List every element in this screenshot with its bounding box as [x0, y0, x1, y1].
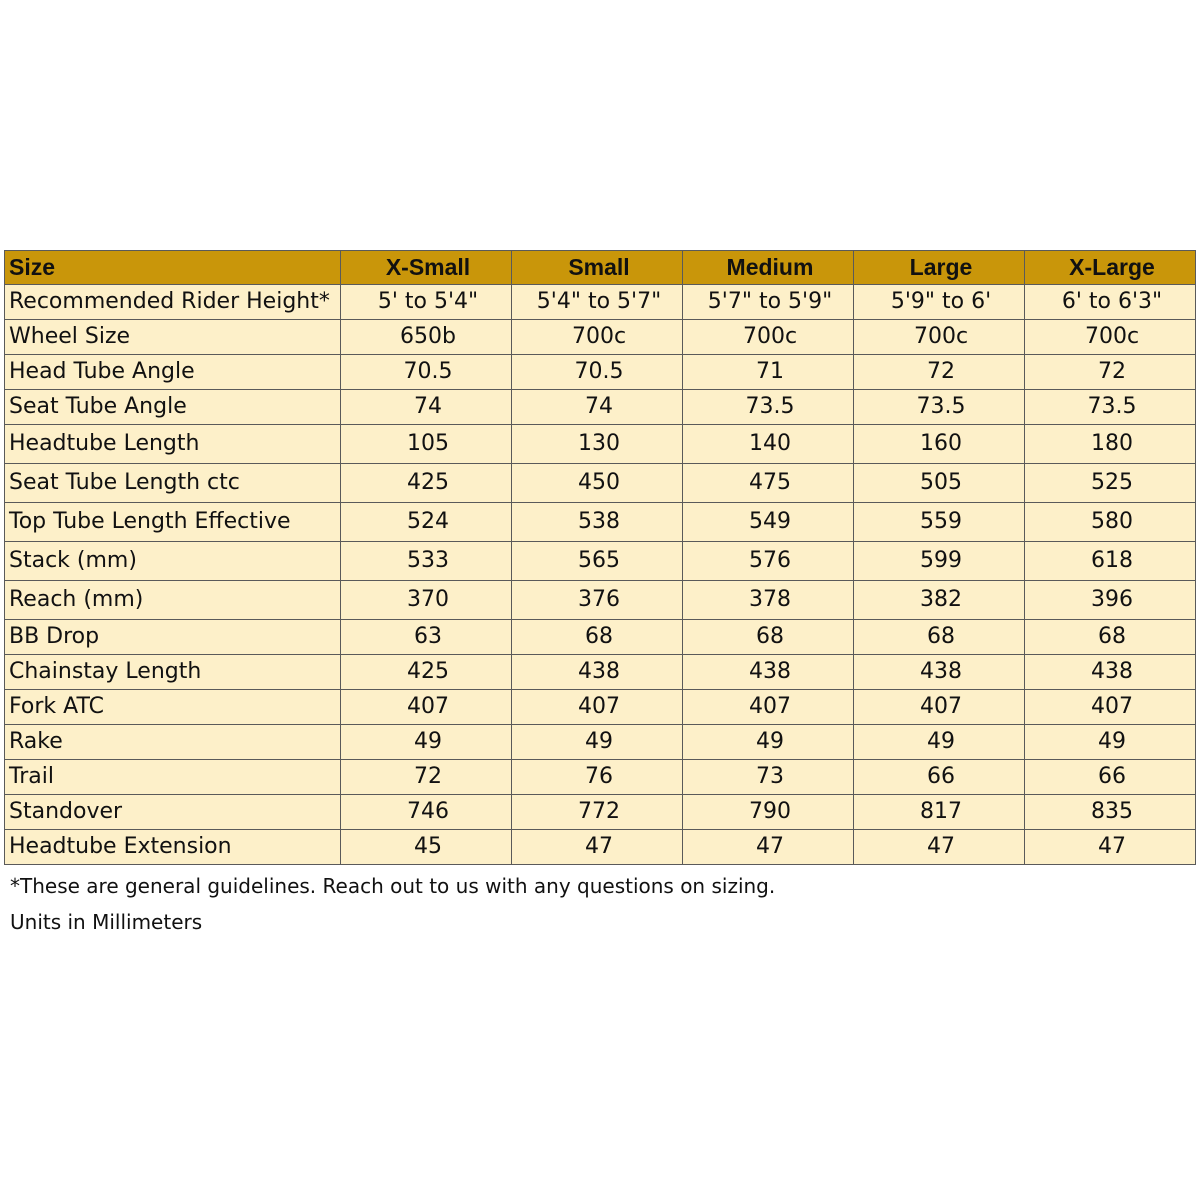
table-cell: 450: [512, 464, 683, 503]
table-cell: 700c: [683, 320, 854, 355]
table-cell: 559: [854, 503, 1025, 542]
row-label: Reach (mm): [5, 581, 341, 620]
table-cell: 700c: [1025, 320, 1196, 355]
table-row: [5, 320, 1196, 355]
row-label: BB Drop: [5, 620, 341, 655]
table-cell: 378: [683, 581, 854, 620]
table-cell: 63: [341, 620, 512, 655]
row-label: Stack (mm): [5, 542, 341, 581]
table-cell: 72: [341, 760, 512, 795]
table-cell: 5'7" to 5'9": [683, 285, 854, 320]
table-cell: 425: [341, 464, 512, 503]
table-cell: 407: [854, 690, 1025, 725]
table-cell: 396: [1025, 581, 1196, 620]
table-cell: 72: [854, 355, 1025, 390]
table-cell: 5'4" to 5'7": [512, 285, 683, 320]
table-cell: 407: [512, 690, 683, 725]
table-cell: 524: [341, 503, 512, 542]
table-row: [5, 690, 1196, 725]
table-cell: 790: [683, 795, 854, 830]
table-cell: 576: [683, 542, 854, 581]
table-cell: 66: [1025, 760, 1196, 795]
table-cell: 746: [341, 795, 512, 830]
table-cell: 73.5: [1025, 390, 1196, 425]
table-cell: 74: [512, 390, 683, 425]
table-cell: 70.5: [341, 355, 512, 390]
row-label: Recommended Rider Height*: [5, 285, 341, 320]
table-cell: 370: [341, 581, 512, 620]
table-cell: 505: [854, 464, 1025, 503]
table-cell: 382: [854, 581, 1025, 620]
table-row: [5, 581, 1196, 620]
table-cell: 47: [512, 830, 683, 865]
row-label: Seat Tube Length ctc: [5, 464, 341, 503]
geometry-chart: [4, 250, 1196, 941]
row-label: Fork ATC: [5, 690, 341, 725]
table-row: [5, 503, 1196, 542]
table-cell: 835: [1025, 795, 1196, 830]
geometry-table: [4, 250, 1196, 865]
row-label: Seat Tube Angle: [5, 390, 341, 425]
table-cell: 533: [341, 542, 512, 581]
table-cell: 618: [1025, 542, 1196, 581]
table-cell: 538: [512, 503, 683, 542]
table-cell: 66: [854, 760, 1025, 795]
table-cell: 650b: [341, 320, 512, 355]
table-cell: 70.5: [512, 355, 683, 390]
table-cell: 407: [341, 690, 512, 725]
size-large-header: Large: [854, 251, 1025, 285]
table-row: [5, 425, 1196, 464]
table-row: [5, 390, 1196, 425]
table-cell: 76: [512, 760, 683, 795]
table-cell: 49: [683, 725, 854, 760]
size-xsmall-header: X-Small: [341, 251, 512, 285]
table-cell: 700c: [854, 320, 1025, 355]
sizing-guideline-note: *These are general guidelines. Reach out to us with any questions on sizing.: [10, 874, 776, 898]
table-cell: 407: [1025, 690, 1196, 725]
table-row: [5, 355, 1196, 390]
table-cell: 105: [341, 425, 512, 464]
notes: [4, 869, 1196, 941]
table-cell: 475: [683, 464, 854, 503]
table-cell: 160: [854, 425, 1025, 464]
table-row: [5, 760, 1196, 795]
table-cell: 5' to 5'4": [341, 285, 512, 320]
size-header: Size: [5, 251, 341, 285]
table-cell: 49: [854, 725, 1025, 760]
table-row: [5, 620, 1196, 655]
table-row: [5, 795, 1196, 830]
row-label: Headtube Length: [5, 425, 341, 464]
table-cell: 73.5: [854, 390, 1025, 425]
table-cell: 47: [1025, 830, 1196, 865]
table-cell: 580: [1025, 503, 1196, 542]
table-cell: 47: [854, 830, 1025, 865]
table-cell: 525: [1025, 464, 1196, 503]
table-cell: 376: [512, 581, 683, 620]
row-label: Rake: [5, 725, 341, 760]
table-cell: 438: [683, 655, 854, 690]
table-cell: 5'9" to 6': [854, 285, 1025, 320]
table-row: [5, 464, 1196, 503]
table-cell: 49: [1025, 725, 1196, 760]
table-cell: 49: [512, 725, 683, 760]
table-row: [5, 542, 1196, 581]
table-cell: 68: [683, 620, 854, 655]
table-cell: 140: [683, 425, 854, 464]
table-cell: 47: [683, 830, 854, 865]
table-cell: 68: [512, 620, 683, 655]
table-cell: 438: [854, 655, 1025, 690]
table-cell: 438: [512, 655, 683, 690]
table-row: [5, 725, 1196, 760]
table-cell: 45: [341, 830, 512, 865]
table-cell: 407: [683, 690, 854, 725]
table-cell: 700c: [512, 320, 683, 355]
size-small-header: Small: [512, 251, 683, 285]
row-label: Standover: [5, 795, 341, 830]
table-cell: 74: [341, 390, 512, 425]
table-cell: 130: [512, 425, 683, 464]
table-cell: 6' to 6'3": [1025, 285, 1196, 320]
table-cell: 549: [683, 503, 854, 542]
table-row: [5, 655, 1196, 690]
table-cell: 72: [1025, 355, 1196, 390]
row-label: Chainstay Length: [5, 655, 341, 690]
row-label: Trail: [5, 760, 341, 795]
row-label: Headtube Extension: [5, 830, 341, 865]
size-medium-header: Medium: [683, 251, 854, 285]
table-row: [5, 830, 1196, 865]
row-label: Head Tube Angle: [5, 355, 341, 390]
table-cell: 772: [512, 795, 683, 830]
table-cell: 180: [1025, 425, 1196, 464]
size-xlarge-header: X-Large: [1025, 251, 1196, 285]
row-label: Wheel Size: [5, 320, 341, 355]
row-label: Top Tube Length Effective: [5, 503, 341, 542]
table-cell: 71: [683, 355, 854, 390]
table-cell: 817: [854, 795, 1025, 830]
table-cell: 73: [683, 760, 854, 795]
table-cell: 438: [1025, 655, 1196, 690]
table-row: [5, 285, 1196, 320]
table-cell: 565: [512, 542, 683, 581]
table-cell: 599: [854, 542, 1025, 581]
header-row: [5, 251, 1196, 285]
table-cell: 68: [1025, 620, 1196, 655]
units-note: Units in Millimeters: [10, 910, 203, 934]
table-cell: 425: [341, 655, 512, 690]
table-cell: 49: [341, 725, 512, 760]
table-cell: 73.5: [683, 390, 854, 425]
table-cell: 68: [854, 620, 1025, 655]
